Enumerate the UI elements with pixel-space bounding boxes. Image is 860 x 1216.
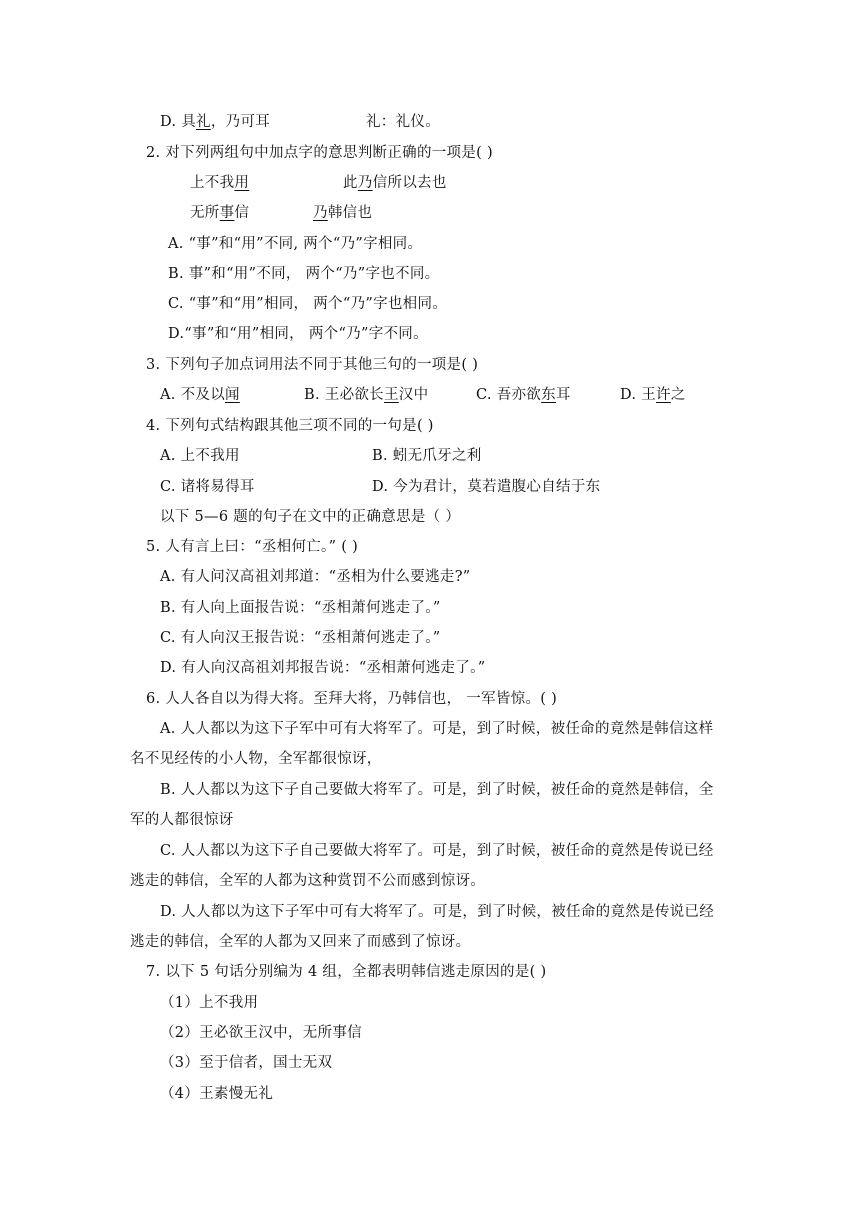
q2-option-a: A. “事”和“用”不同, 两个“乃”字相同。 [168,236,423,252]
q2-stem: 2. 对下列两组句中加点字的意思判断正确的一项是( ) [146,145,493,161]
q2-l1b-rest: 信所以去也 [372,175,447,191]
q6-stem: 6. 人人各自以为得大将。至拜大将，乃韩信也， 一军皆惊。( ) [146,691,558,707]
q2-l1b-dotted: 乃 [357,175,373,191]
q4-option-d: D. 今为君计，莫若遣腹心自结于东 [372,479,601,495]
q2-option-b: B. 事”和“用”不同， 两个“乃”字也不同。 [168,266,440,282]
q3-b-text: B. 王必欲长 [304,387,384,403]
q6-option-c-line1: C. 人人都以为这下子自己要做大将军了。可是，到了时候，被任命的竟然是传说已经 [160,843,714,859]
q3-d-text: D. 王 [620,387,657,403]
q2-l2b-rest: 韩信也 [327,205,373,221]
q2-line2-left [190,203,249,223]
q5-option-d: D. 有人向汉高祖刘邦报告说：“丞相萧何逃走了。” [160,660,486,676]
q3-option-d [620,385,686,405]
q2-option-d: D.“事”和“用”相同， 两个“乃”字不同。 [168,326,428,342]
q6-option-a-line1: A. 人人都以为这下子军中可有大将军了。可是，到了时候，被任命的竟然是韩信这样 [160,721,714,737]
q7-item-2: （2）王必欲王汉中，无所事信 [160,1025,362,1041]
q2-line1-right [343,173,447,193]
q1-d-gloss: 礼：礼仪。 [366,114,440,130]
q6-option-a-line2: 名不见经传的小人物，全军都很惊讶， [130,751,382,767]
q2-line1-left [190,173,249,193]
q6-option-d-line1: D. 人人都以为这下子军中可有大将军了。可是，到了时候，被任命的竟然是传说已经 [160,904,715,920]
q7-item-1: （1）上不我用 [160,995,259,1011]
q6-option-c-line2: 逃走的韩信，全军的人都为这种赏罚不公而感到惊讶。 [130,873,486,889]
q3-b-dotted: 王 [383,387,399,403]
q4-stem: 4. 下列句式结构跟其他三项不同的一句是( ) [146,418,434,434]
q4-option-c: C. 诸将易得耳 [160,479,255,495]
q2-option-c: C. “事”和“用”相同， 两个“乃”字也相同。 [168,296,448,312]
q2-line2-right [313,203,372,223]
q3-d-dotted: 许 [656,387,671,403]
q3-option-a [160,385,240,405]
q7-item-3: （3）至于信者，国士无双 [160,1055,333,1071]
q6-option-b-line1: B. 人人都以为这下子自己要做大将军了。可是，到了时候，被任命的竟然是韩信，全 [160,782,714,798]
q3-c-text: C. 吾亦欲 [476,387,542,403]
q1-d-suffix: ，乃可耳 [210,114,271,130]
q6-option-b-line2: 军的人都很惊讶 [130,812,234,828]
q6-option-d-line2: 逃走的韩信，全军的人都为又回来了而感到了惊讶。 [130,934,471,950]
q3-c-dotted: 东 [541,387,556,403]
q2-l2b-dotted: 乃 [313,205,328,221]
q7-stem: 7. 以下 5 句话分别编为 4 组，全都表明韩信逃走原因的是( ) [146,964,547,980]
q1-d-dotted-char: 礼 [196,114,211,130]
q3-c-rest: 耳 [555,387,571,403]
q3-stem: 3. 下列句子加点词用法不同于其他三句的一项是( ) [146,357,479,373]
q3-a-dotted: 闻 [225,387,240,403]
q5-stem: 5. 人有言上曰：“丞相何亡。” ( ) [146,539,359,555]
q1-d-prefix: D. 具 [160,114,197,130]
q2-l1a-text: 上不我 [190,175,235,191]
q3-b-rest: 汉中 [398,387,429,403]
q3-d-rest: 之 [670,387,686,403]
q4-option-a: A. 上不我用 [160,448,240,464]
q2-l2a-text: 无所 [190,205,220,221]
q3-option-b [304,385,428,405]
q5-option-b: B. 有人向上面报告说：“丞相萧何逃走了。” [160,600,441,616]
q2-l1a-dotted: 用 [234,175,250,191]
q2-l2a-dotted: 事 [219,205,235,221]
q1-option-d [160,112,270,132]
q3-option-c [476,385,571,405]
q4-option-b: B. 蚓无爪牙之利 [372,448,482,464]
q7-item-4: （4）王素慢无礼 [160,1086,274,1102]
q2-l2a-rest: 信 [234,205,250,221]
q5-option-a: A. 有人问汉高祖刘邦道：“丞相为什么要逃走?” [160,569,471,585]
q2-l1b-text: 此 [343,175,358,191]
q5-6-intro: 以下 5—6 题的句子在文中的正确意思是（ ） [160,509,461,525]
q3-a-text: A. 不及以 [160,387,225,403]
q5-option-c: C. 有人向汉王报告说：“丞相萧何逃走了。” [160,630,441,646]
